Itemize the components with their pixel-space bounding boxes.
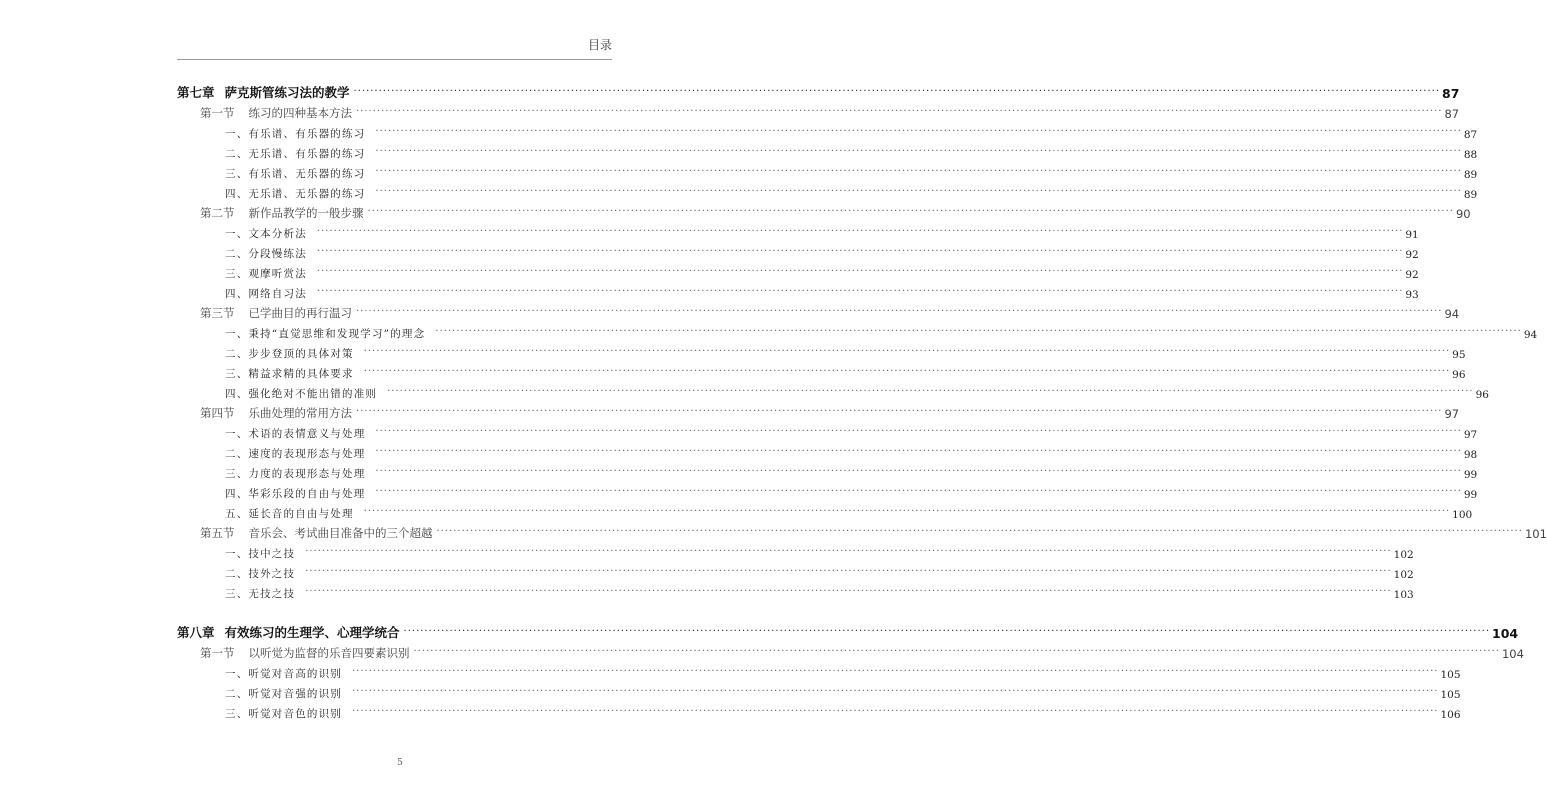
toc-entry-text: 三、听觉对音色的识别 bbox=[225, 708, 342, 720]
toc-item-row[interactable] bbox=[177, 281, 1419, 301]
toc-item-row[interactable] bbox=[177, 341, 1466, 361]
toc-page-number: 87 bbox=[1442, 86, 1460, 101]
dot-leader: ···································································································································································································································································· bbox=[375, 126, 1462, 137]
toc-chapter-row[interactable] bbox=[177, 621, 1519, 641]
toc-entry-label: 第二节 bbox=[200, 206, 235, 220]
toc-page-number: 97 bbox=[1463, 429, 1478, 441]
toc-entry-title bbox=[200, 105, 352, 121]
toc-entry-title bbox=[225, 566, 295, 581]
dot-leader: ···································································································································································································································································· bbox=[403, 626, 1490, 637]
dot-leader: ···································································································································································································································································· bbox=[352, 666, 1439, 677]
toc-page-number: 93 bbox=[1405, 289, 1419, 301]
toc-item-row[interactable] bbox=[177, 481, 1478, 501]
toc-entry-text: 已学曲目的再行温习 bbox=[248, 306, 352, 320]
toc-entry-title bbox=[225, 506, 354, 521]
toc-entry-text: 一、技中之技 bbox=[225, 548, 296, 560]
toc-item-row[interactable] bbox=[177, 561, 1414, 581]
toc-section-row[interactable] bbox=[177, 101, 1460, 121]
toc-item-row[interactable] bbox=[177, 441, 1478, 461]
toc-item-row[interactable] bbox=[177, 421, 1478, 441]
toc-item-row[interactable] bbox=[177, 141, 1478, 161]
toc-entry-label: 第五节 bbox=[200, 526, 235, 540]
toc-entry-title bbox=[200, 525, 433, 541]
toc-entry-text: 二、分段慢练法 bbox=[225, 248, 307, 260]
toc-entry-title bbox=[225, 686, 342, 701]
toc-entry-title bbox=[225, 166, 365, 181]
toc-entry-title bbox=[225, 286, 307, 301]
toc-page-number: 89 bbox=[1463, 169, 1478, 181]
toc-page-number: 96 bbox=[1452, 369, 1466, 381]
page-header-title: 目录 bbox=[587, 38, 612, 52]
toc-page-number: 95 bbox=[1452, 349, 1466, 361]
toc-entry-title bbox=[225, 366, 354, 381]
toc-page-number: 94 bbox=[1444, 307, 1460, 321]
toc-item-row[interactable] bbox=[177, 461, 1478, 481]
toc-entry-text: 三、精益求精的具体要求 bbox=[225, 368, 354, 380]
toc-item-row[interactable] bbox=[177, 681, 1461, 701]
toc-entry-text: 乐曲处理的常用方法 bbox=[248, 406, 352, 420]
dot-leader: ···································································································································································································································································· bbox=[356, 306, 1443, 317]
toc-entry-text: 三、有乐谱、无乐器的练习 bbox=[225, 168, 366, 180]
toc-page-number: 103 bbox=[1393, 589, 1414, 601]
toc-entry-title bbox=[225, 446, 365, 461]
toc-page-number: 101 bbox=[1524, 527, 1547, 541]
toc-entry-title bbox=[200, 645, 410, 661]
dot-leader: ···································································································································································································································································· bbox=[375, 186, 1462, 197]
toc-section-row[interactable] bbox=[177, 401, 1460, 421]
dot-leader: ···································································································································································································································································· bbox=[353, 86, 1440, 97]
page-number: 5 bbox=[397, 758, 403, 768]
toc-page-number: 87 bbox=[1444, 107, 1460, 121]
toc-item-row[interactable] bbox=[177, 581, 1414, 601]
dot-leader: ···································································································································································································································································· bbox=[316, 246, 1404, 257]
toc-entry-text: 四、网络自习法 bbox=[225, 288, 307, 300]
toc-entry-text: 音乐会、考试曲目准备中的三个超越 bbox=[248, 526, 433, 540]
toc-chapter-row[interactable] bbox=[177, 81, 1460, 101]
toc-item-row[interactable] bbox=[177, 221, 1419, 241]
header-divider bbox=[177, 59, 612, 60]
dot-leader: ···································································································································································································································································· bbox=[435, 326, 1522, 337]
toc-item-row[interactable] bbox=[177, 381, 1489, 401]
toc-entry-text: 一、秉持“直觉思维和发现学习”的理念 bbox=[225, 328, 426, 340]
dot-leader: ···································································································································································································································································· bbox=[352, 686, 1439, 697]
toc-entry-text: 四、华彩乐段的自由与处理 bbox=[225, 488, 366, 500]
toc-item-row[interactable] bbox=[177, 321, 1538, 341]
toc-page-number: 87 bbox=[1463, 129, 1478, 141]
toc-entry-title bbox=[225, 586, 295, 601]
dot-leader: ···································································································································································································································································· bbox=[363, 366, 1451, 377]
toc-entry-title bbox=[225, 546, 295, 561]
toc-entry-text: 四、强化绝对不能出错的准则 bbox=[225, 388, 378, 400]
dot-leader: ···································································································································································································································································· bbox=[305, 566, 1392, 577]
dot-leader: ···································································································································································································································································· bbox=[436, 526, 1523, 537]
toc-page-number: 102 bbox=[1393, 569, 1414, 581]
toc-entry-title bbox=[225, 486, 365, 501]
toc-entry-text: 四、无乐谱、无乐器的练习 bbox=[225, 188, 366, 200]
toc-item-row[interactable] bbox=[177, 501, 1473, 521]
toc-item-row[interactable] bbox=[177, 241, 1419, 261]
toc-page-number: 100 bbox=[1452, 509, 1473, 521]
dot-leader: ···································································································································································································································································· bbox=[413, 646, 1500, 657]
toc-page-number: 94 bbox=[1523, 329, 1538, 341]
toc-entry-title bbox=[225, 326, 425, 341]
toc-item-row[interactable] bbox=[177, 181, 1478, 201]
dot-leader: ···································································································································································································································································· bbox=[375, 486, 1462, 497]
toc-section-row[interactable] bbox=[177, 301, 1460, 321]
toc-page-number: 96 bbox=[1475, 389, 1489, 401]
toc-page-number: 104 bbox=[1492, 626, 1519, 641]
toc-entry-label: 第四节 bbox=[200, 406, 235, 420]
toc-entry-title bbox=[225, 666, 342, 681]
toc-entry-text: 练习的四种基本方法 bbox=[248, 106, 352, 120]
toc-entry-text: 五、延长音的自由与处理 bbox=[225, 508, 354, 520]
dot-leader: ···································································································································································································································································· bbox=[316, 286, 1404, 297]
toc-page-number: 97 bbox=[1444, 407, 1460, 421]
toc-item-row[interactable] bbox=[177, 161, 1478, 181]
toc-entry-label: 第一节 bbox=[200, 106, 235, 120]
toc-entry-title bbox=[200, 205, 364, 221]
toc-page-number: 99 bbox=[1463, 469, 1478, 481]
toc-entry-text: 一、听觉对音高的识别 bbox=[225, 668, 342, 680]
toc-entry-title bbox=[200, 305, 352, 321]
toc-entry-title bbox=[225, 346, 354, 361]
dot-leader: ···································································································································································································································································· bbox=[356, 106, 1443, 117]
toc-page-number: 92 bbox=[1405, 249, 1419, 261]
dot-leader: ···································································································································································································································································· bbox=[375, 426, 1462, 437]
toc-entry-title bbox=[177, 83, 350, 101]
dot-leader: ···································································································································································································································································· bbox=[305, 546, 1392, 557]
toc-page-number: 98 bbox=[1463, 449, 1478, 461]
toc-page-number: 102 bbox=[1393, 549, 1414, 561]
dot-leader: ···································································································································································································································································· bbox=[375, 166, 1462, 177]
toc-entry-text: 二、技外之技 bbox=[225, 568, 296, 580]
toc-section-row[interactable] bbox=[177, 641, 1524, 661]
toc-entry-label: 第八章 bbox=[177, 625, 215, 640]
toc-page-number: 105 bbox=[1440, 669, 1461, 681]
toc-entry-text: 一、有乐谱、有乐器的练习 bbox=[225, 128, 366, 140]
toc-entry-text: 萨克斯管练习法的教学 bbox=[224, 85, 350, 100]
dot-leader: ···································································································································································································································································· bbox=[316, 226, 1404, 237]
toc-entry-title bbox=[177, 623, 400, 641]
toc-page-number: 104 bbox=[1501, 647, 1524, 661]
dot-leader: ···································································································································································································································································· bbox=[367, 206, 1454, 217]
toc-entry-text: 二、无乐谱、有乐器的练习 bbox=[225, 148, 366, 160]
toc-page-number: 90 bbox=[1455, 207, 1471, 221]
toc-entry-title bbox=[225, 386, 377, 401]
dot-leader: ···································································································································································································································································· bbox=[387, 386, 1474, 397]
dot-leader: ···································································································································································································································································· bbox=[363, 346, 1451, 357]
dot-leader: ···································································································································································································································································· bbox=[356, 406, 1443, 417]
toc-page-number: 88 bbox=[1463, 149, 1478, 161]
toc-section-row[interactable] bbox=[177, 201, 1471, 221]
toc-item-row[interactable] bbox=[177, 661, 1461, 681]
dot-leader: ···································································································································································································································································· bbox=[375, 466, 1462, 477]
toc-entry-text: 三、观摩听赏法 bbox=[225, 268, 307, 280]
toc-entry-text: 新作品教学的一般步骤 bbox=[248, 206, 364, 220]
toc-entry-label: 第一节 bbox=[200, 646, 235, 660]
toc-entry-text: 有效练习的生理学、心理学统合 bbox=[224, 625, 400, 640]
toc-entry-title bbox=[225, 186, 365, 201]
toc-entry-label: 第七章 bbox=[177, 85, 215, 100]
toc-page-number: 105 bbox=[1440, 689, 1461, 701]
toc-page-number: 99 bbox=[1463, 489, 1478, 501]
toc-entry-text: 二、速度的表现形态与处理 bbox=[225, 448, 366, 460]
toc-entry-title bbox=[225, 146, 365, 161]
toc-item-row[interactable] bbox=[177, 701, 1461, 721]
toc-section-row[interactable] bbox=[177, 521, 1547, 541]
toc-entry-text: 二、听觉对音强的识别 bbox=[225, 688, 342, 700]
toc-entry-label: 第三节 bbox=[200, 306, 235, 320]
toc-page-number: 106 bbox=[1440, 709, 1461, 721]
dot-leader: ···································································································································································································································································· bbox=[305, 586, 1392, 597]
toc-entry-title bbox=[225, 126, 365, 141]
toc-item-row[interactable] bbox=[177, 121, 1478, 141]
toc-entry-title bbox=[225, 226, 307, 241]
dot-leader: ···································································································································································································································································· bbox=[375, 446, 1462, 457]
toc-entry-title bbox=[225, 266, 307, 281]
dot-leader: ···································································································································································································································································· bbox=[316, 266, 1404, 277]
toc-item-row[interactable] bbox=[177, 541, 1414, 561]
toc-page-number: 91 bbox=[1405, 229, 1419, 241]
toc-item-row[interactable] bbox=[177, 361, 1466, 381]
toc-entry-text: 以听觉为监督的乐音四要素识别 bbox=[248, 646, 410, 660]
dot-leader: ···································································································································································································································································· bbox=[375, 146, 1462, 157]
toc-page-number: 89 bbox=[1463, 189, 1478, 201]
toc-entry-title bbox=[225, 426, 365, 441]
toc-entry-title bbox=[225, 706, 342, 721]
toc-entry-title bbox=[225, 466, 365, 481]
toc-entry-title bbox=[200, 405, 352, 421]
dot-leader: ···································································································································································································································································· bbox=[352, 706, 1439, 717]
toc-entry-text: 二、步步登顶的具体对策 bbox=[225, 348, 354, 360]
toc-item-row[interactable] bbox=[177, 261, 1419, 281]
toc-entry-text: 三、无技之技 bbox=[225, 588, 296, 600]
dot-leader: ···································································································································································································································································· bbox=[363, 506, 1451, 517]
toc-entry-text: 三、力度的表现形态与处理 bbox=[225, 468, 366, 480]
toc-entry-text: 一、术语的表情意义与处理 bbox=[225, 428, 366, 440]
toc-page-number: 92 bbox=[1405, 269, 1419, 281]
toc-entry-title bbox=[225, 246, 307, 261]
toc-entry-text: 一、文本分析法 bbox=[225, 228, 307, 240]
